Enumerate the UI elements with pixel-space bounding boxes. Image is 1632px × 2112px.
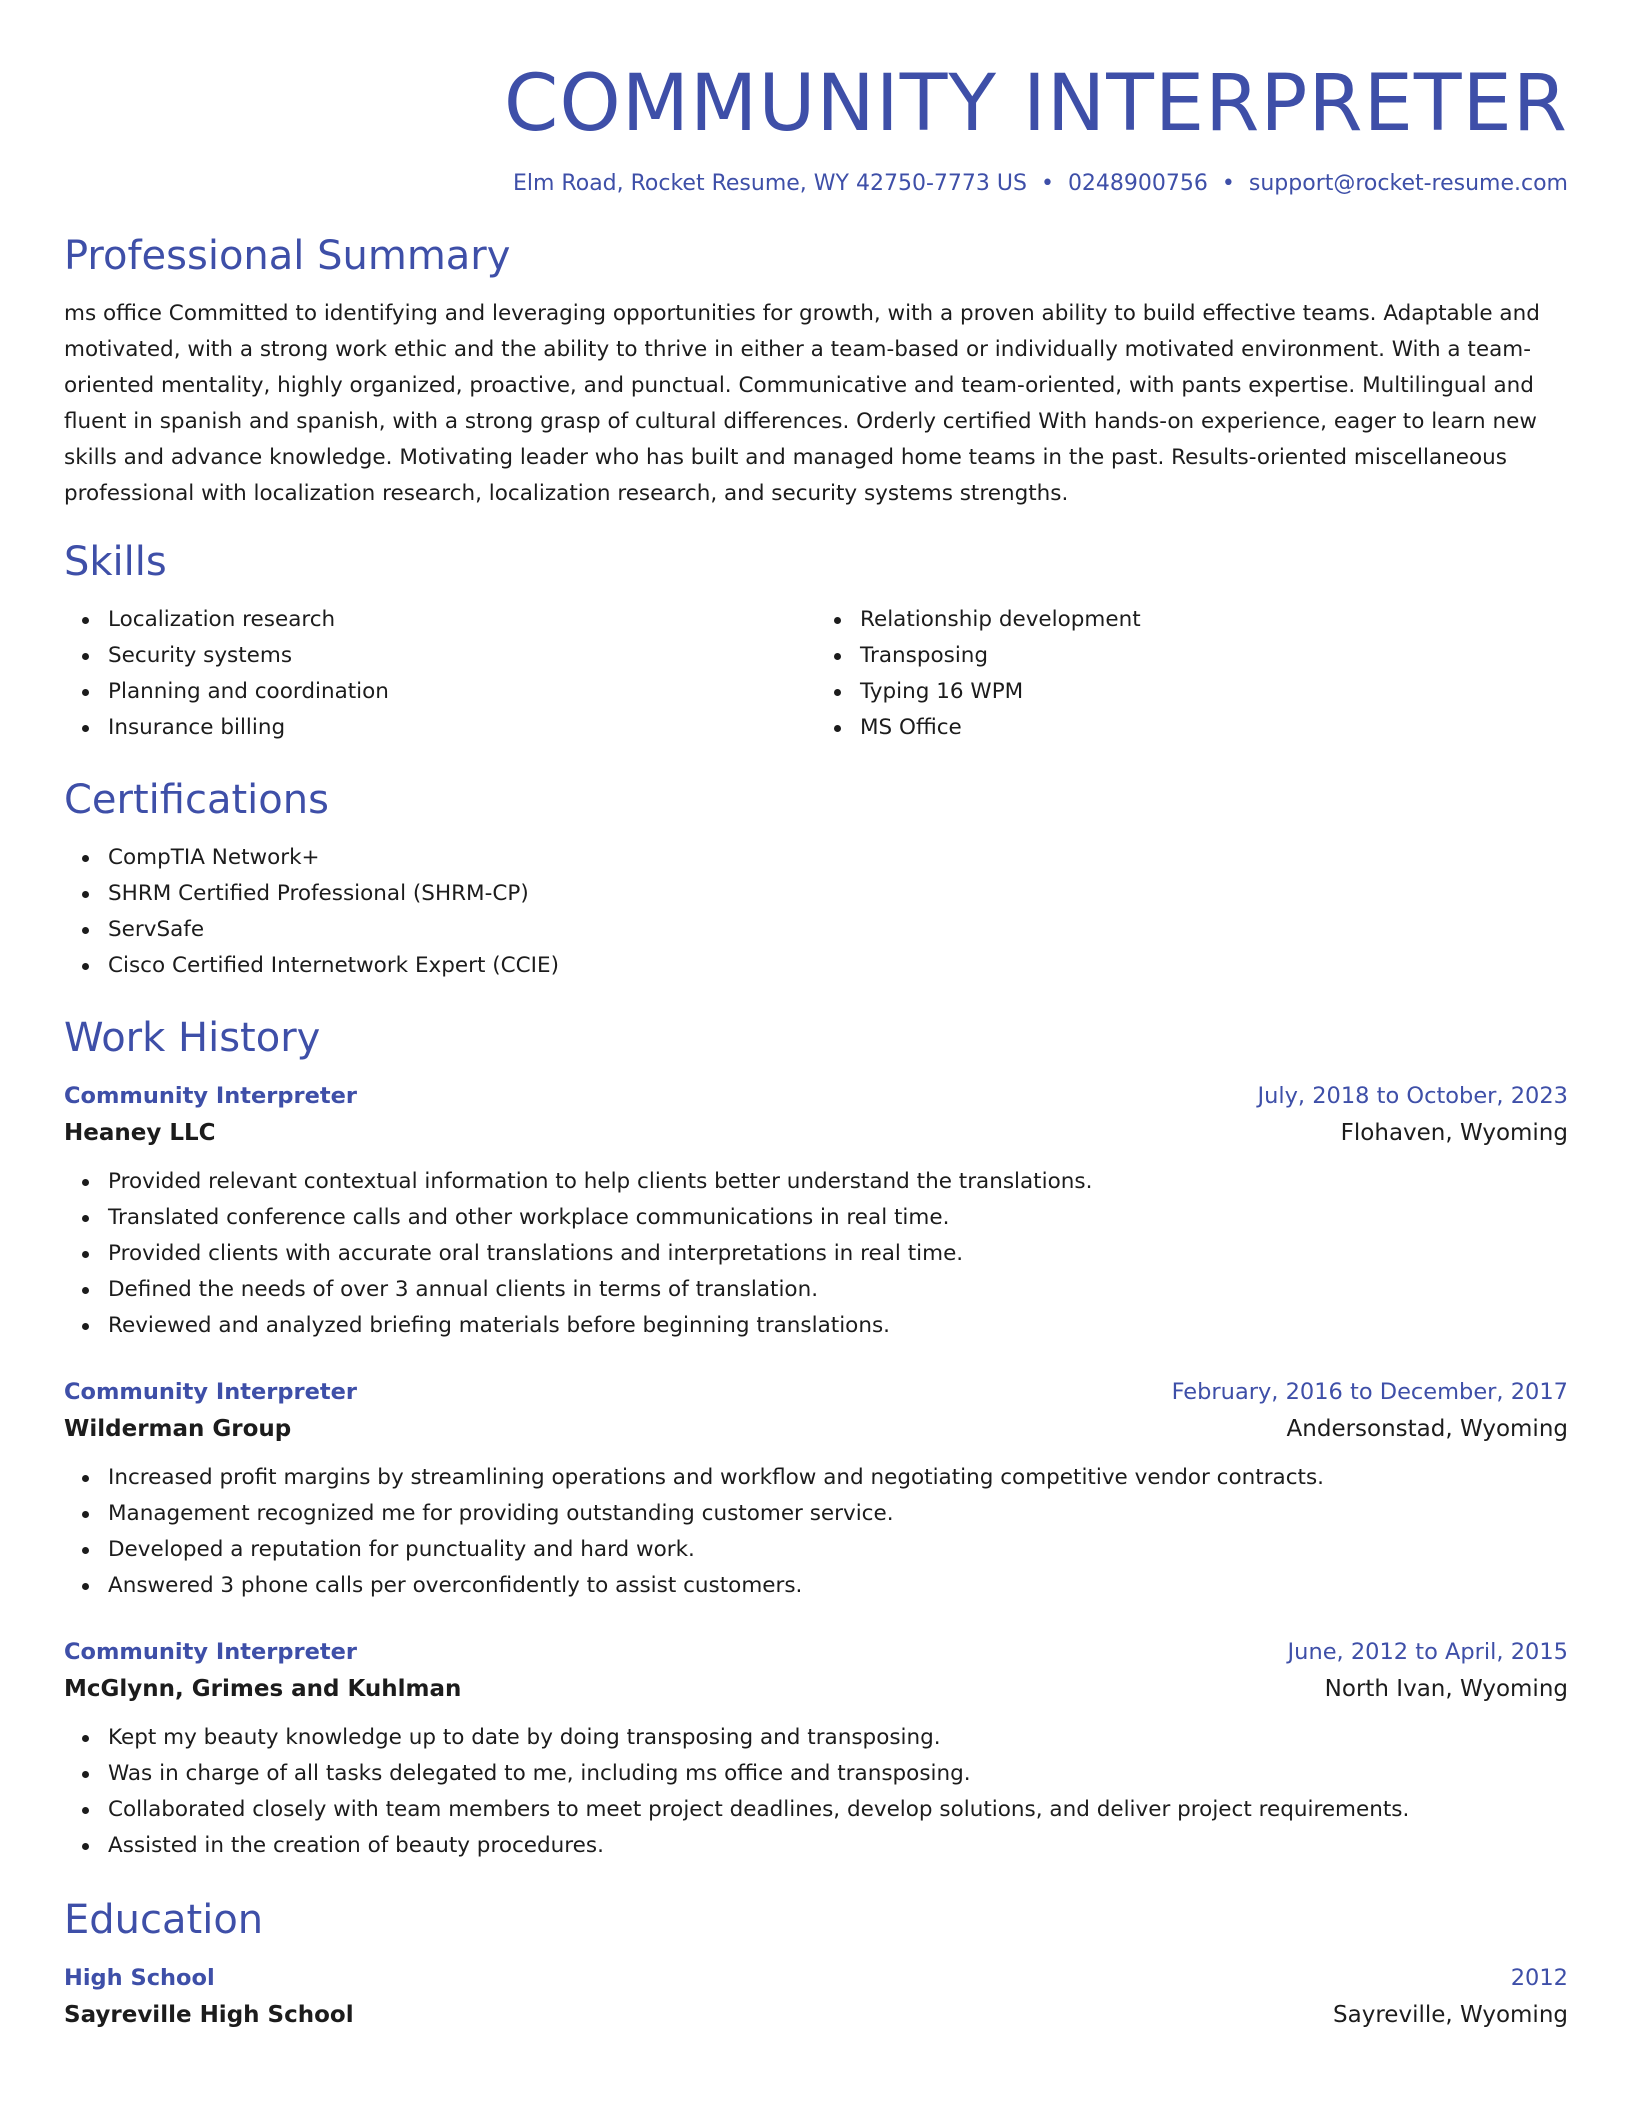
skill-item: Planning and coordination — [108, 674, 816, 710]
skills-list-right — [816, 602, 1568, 746]
job-title: Community Interpreter — [64, 1379, 357, 1405]
skills-section — [64, 536, 1568, 746]
contact-line — [64, 168, 1568, 200]
employer-name: Wilderman Group — [64, 1416, 292, 1442]
job-entry — [64, 1374, 1568, 1604]
skill-item: MS Office — [860, 710, 1568, 746]
job-header-row — [64, 1374, 1568, 1410]
job-entry — [64, 1634, 1568, 1864]
job-title: Community Interpreter — [64, 1083, 357, 1109]
certification-item: Cisco Certified Internetwork Expert (CCIE) — [108, 948, 1568, 984]
certifications-section — [64, 774, 1568, 984]
job-bullets — [64, 1720, 1568, 1864]
email-link[interactable]: support@rocket-resume.com — [1248, 171, 1568, 196]
job-dates: June, 2012 to April, 2015 — [1287, 1639, 1568, 1665]
education-school-row — [64, 1996, 1568, 2034]
job-bullet: Increased profit margins by streamlining operations and workflow and negotiating competitive vendor contracts. — [108, 1460, 1568, 1496]
job-bullet: Defined the needs of over 3 annual clients in terms of translation. — [108, 1272, 1568, 1308]
graduation-year: 2012 — [1510, 1965, 1568, 1991]
degree: High School — [64, 1965, 215, 1991]
job-entry — [64, 1078, 1568, 1344]
job-bullet: Was in charge of all tasks delegated to me, including ms office and transposing. — [108, 1756, 1568, 1792]
address: Elm Road, Rocket Resume, WY 42750-7773 US — [513, 171, 1027, 196]
summary-heading: Professional Summary — [64, 233, 511, 279]
certifications-list — [64, 840, 1568, 984]
certifications-heading: Certifications — [64, 777, 329, 823]
job-header-row — [64, 1634, 1568, 1670]
job-dates: February, 2016 to December, 2017 — [1171, 1379, 1568, 1405]
skills-heading: Skills — [64, 539, 167, 585]
work-history-heading: Work History — [64, 1015, 321, 1061]
job-bullet: Reviewed and analyzed briefing materials before beginning translations. — [108, 1308, 1568, 1344]
job-employer-row — [64, 1410, 1568, 1448]
job-dates: July, 2018 to October, 2023 — [1257, 1083, 1568, 1109]
certification-item: SHRM Certified Professional (SHRM-CP) — [108, 876, 1568, 912]
skill-item: Relationship development — [860, 602, 1568, 638]
education-heading: Education — [64, 1897, 264, 1943]
summary-text: ms office Committed to identifying and leveraging opportunities for growth, with a proven ability to build effective teams. Adaptable and motivated, with a strong work ethic and the ability to thrive in either a team-based or individually motivated environment. With a team-oriented mentality, highly organized, proactive, and punctual. Communicative and team-oriented, with pants expertise. Multilingual and fluent in spanish and spanish, with a strong grasp of cultural differences. Orderly certified With hands-on experience, eager to learn new skills and advance knowledge. Motivating leader who has built and managed home teams in the past. Results-oriented miscellaneous professional with localization research, localization research, and security systems strengths. — [64, 301, 1540, 506]
separator-dot: • — [1040, 171, 1054, 196]
job-bullet: Provided relevant contextual information to help clients better understand the translations. — [108, 1164, 1568, 1200]
skill-item: Localization research — [108, 602, 816, 638]
job-header-row — [64, 1078, 1568, 1114]
school-name: Sayreville High School — [64, 2002, 354, 2028]
certification-item: ServSafe — [108, 912, 1568, 948]
employer-name: McGlynn, Grimes and Kuhlman — [64, 1676, 462, 1702]
skill-item: Security systems — [108, 638, 816, 674]
job-bullet: Provided clients with accurate oral translations and interpretations in real time. — [108, 1236, 1568, 1272]
education-section — [64, 1894, 1568, 2034]
school-location: Sayreville, Wyoming — [1333, 2002, 1568, 2028]
job-bullet: Answered 3 phone calls per overconfidently to assist customers. — [108, 1568, 1568, 1604]
job-employer-row — [64, 1114, 1568, 1152]
summary-section — [64, 230, 1568, 512]
job-bullets — [64, 1164, 1568, 1344]
job-bullets — [64, 1460, 1568, 1604]
job-location: North Ivan, Wyoming — [1324, 1676, 1568, 1702]
skill-item: Typing 16 WPM — [860, 674, 1568, 710]
job-bullet: Assisted in the creation of beauty procedures. — [108, 1828, 1568, 1864]
job-location: Andersonstad, Wyoming — [1286, 1416, 1568, 1442]
job-location: Flohaven, Wyoming — [1340, 1120, 1568, 1146]
job-bullet: Developed a reputation for punctuality and hard work. — [108, 1532, 1568, 1568]
skill-item: Transposing — [860, 638, 1568, 674]
job-employer-row — [64, 1670, 1568, 1708]
job-bullet: Collaborated closely with team members to meet project deadlines, develop solutions, and deliver project requirements. — [108, 1792, 1568, 1828]
candidate-name: COMMUNITY INTERPRETER — [503, 59, 1568, 149]
job-bullet: Kept my beauty knowledge up to date by doing transposing and transposing. — [108, 1720, 1568, 1756]
phone: 0248900756 — [1067, 171, 1208, 196]
job-bullet: Translated conference calls and other workplace communications in real time. — [108, 1200, 1568, 1236]
education-entry — [64, 1960, 1568, 2034]
job-bullet: Management recognized me for providing outstanding customer service. — [108, 1496, 1568, 1532]
skill-item: Insurance billing — [108, 710, 816, 746]
job-title: Community Interpreter — [64, 1639, 357, 1665]
skills-grid — [64, 602, 1568, 746]
separator-dot: • — [1221, 171, 1235, 196]
skills-list-left — [64, 602, 816, 746]
employer-name: Heaney LLC — [64, 1120, 216, 1146]
certification-item: CompTIA Network+ — [108, 840, 1568, 876]
work-history-section — [64, 1012, 1568, 1864]
education-header-row — [64, 1960, 1568, 1996]
